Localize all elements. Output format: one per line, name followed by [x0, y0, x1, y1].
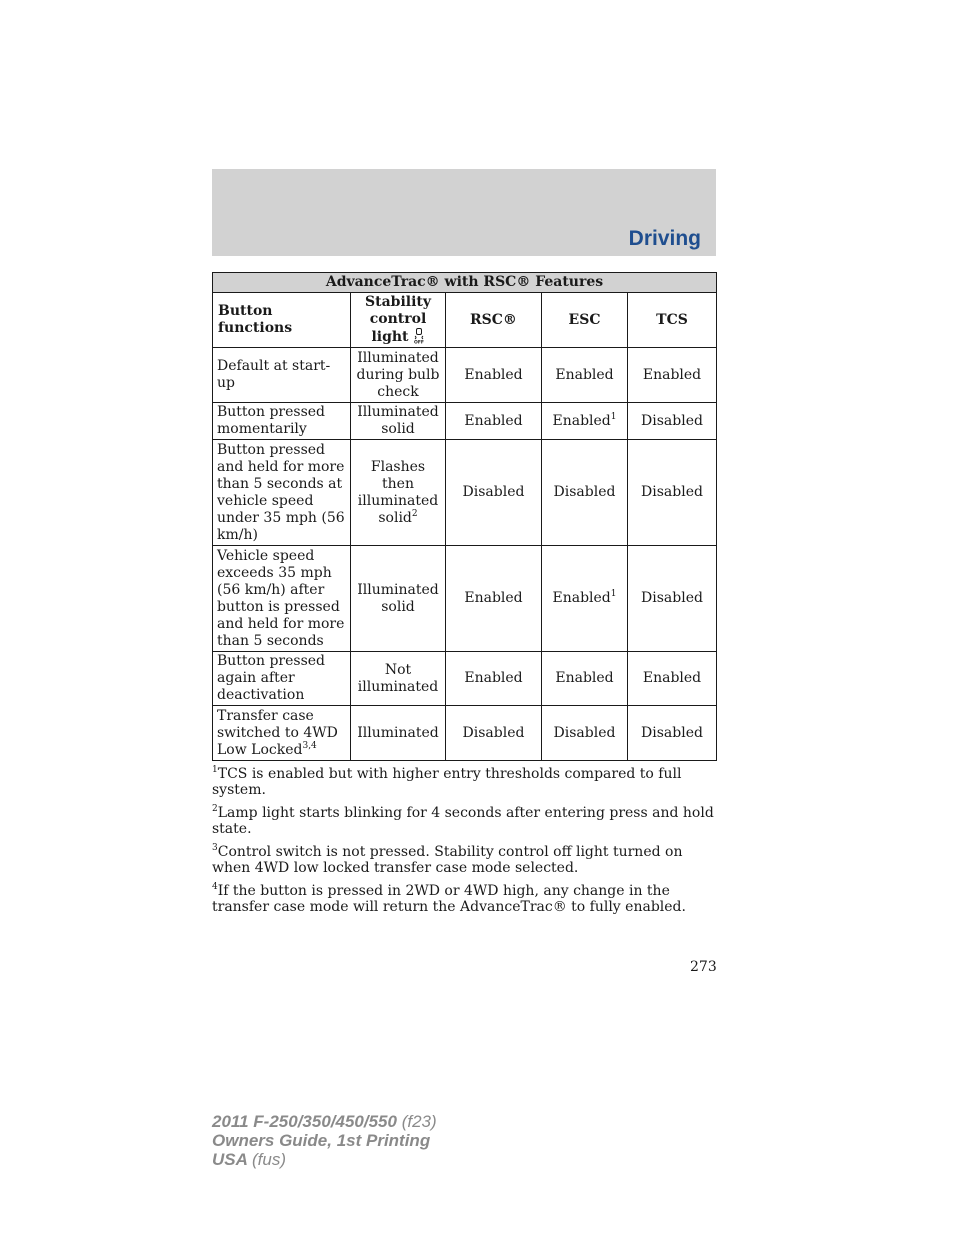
footnote [212, 805, 716, 837]
cell-esc-value: Enabled [552, 412, 611, 429]
cell-light: Illuminated solid [351, 403, 446, 440]
footnote [212, 844, 716, 876]
cell-light: Illuminated during bulb check [351, 348, 446, 403]
header-band [212, 169, 716, 256]
table-header-row [213, 293, 717, 348]
footer-region-line [212, 1150, 437, 1169]
document-footer [212, 1112, 437, 1169]
footer-model: 2011 F-250/350/450/550 [212, 1112, 397, 1131]
cell-rsc: Enabled [446, 403, 542, 440]
cell-rsc: Disabled [446, 706, 542, 761]
section-title: Driving [628, 227, 701, 250]
traction-control-off-icon [413, 328, 425, 344]
footnote-ref: 2 [411, 508, 418, 519]
footnote-text: If the button is pressed in 2WD or 4WD high, any change in the transfer case mode will return the AdvanceTrac® to fully enabled. [212, 883, 686, 915]
footnote-text: Control switch is not pressed. Stability control off light turned on when 4WD low locked transfer case mode selected. [212, 844, 683, 876]
table-row [213, 652, 717, 706]
cell-tcs: Disabled [628, 440, 717, 546]
cell-light [351, 440, 446, 546]
table-row [213, 706, 717, 761]
cell-function: Button pressed again after deactivation [213, 652, 351, 706]
page-number: 273 [690, 959, 717, 975]
svg-text:OFF: OFF [413, 340, 424, 344]
cell-function-value: Transfer case switched to 4WD Low Locked [217, 707, 338, 758]
table-caption: AdvanceTrac® with RSC® Features [213, 273, 717, 293]
cell-esc: Enabled [542, 652, 628, 706]
footer-guide: Owners Guide, 1st Printing [212, 1131, 431, 1150]
cell-esc: Enabled [542, 348, 628, 403]
cell-esc-value: Enabled [552, 590, 611, 606]
cell-light: Illuminated solid [351, 546, 446, 652]
table-row [213, 403, 717, 440]
footnote-number: 3 [212, 843, 218, 853]
footer-model-line [212, 1112, 437, 1131]
table-row [213, 348, 717, 403]
column-header-stability-label: Stability control light [365, 294, 431, 345]
footnotes [212, 766, 716, 922]
cell-function: Button pressed and held for more than 5 seconds at vehicle speed under 35 mph (56 km/h) [213, 440, 351, 546]
cell-light: Not illuminated [351, 652, 446, 706]
footnote-ref: 1 [610, 411, 617, 422]
cell-tcs: Enabled [628, 348, 717, 403]
column-header-tcs: TCS [628, 293, 717, 348]
column-header-rsc: RSC® [446, 293, 542, 348]
cell-function: Vehicle speed exceeds 35 mph (56 km/h) after button is pressed and held for more than 5 seconds [213, 546, 351, 652]
footer-region: USA [212, 1150, 248, 1169]
cell-tcs: Disabled [628, 706, 717, 761]
cell-rsc: Disabled [446, 440, 542, 546]
footnote-ref: 1 [610, 589, 617, 599]
cell-rsc: Enabled [446, 652, 542, 706]
footnote-text: Lamp light starts blinking for 4 seconds after entering press and hold state. [212, 805, 714, 837]
footnote-number: 4 [212, 882, 218, 892]
cell-rsc: Enabled [446, 546, 542, 652]
table-row [213, 440, 717, 546]
footer-model-code: (f23) [401, 1112, 437, 1131]
cell-tcs: Disabled [628, 546, 717, 652]
footnote-ref: 3,4 [302, 740, 317, 751]
column-header-stability-light [351, 293, 446, 348]
cell-esc [542, 403, 628, 440]
cell-esc: Disabled [542, 706, 628, 761]
advancetrac-features-table [212, 272, 717, 761]
footnote-text: TCS is enabled but with higher entry thresholds compared to full system. [212, 766, 682, 798]
cell-light-value: Flashes then illuminated solid [357, 458, 439, 526]
column-header-button-functions: Button functions [213, 293, 351, 348]
cell-rsc: Enabled [446, 348, 542, 403]
footnote-number: 2 [212, 804, 218, 814]
footer-region-code: (fus) [252, 1150, 286, 1169]
cell-tcs: Enabled [628, 652, 717, 706]
footnote-number: 1 [212, 765, 218, 775]
cell-light: Illuminated [351, 706, 446, 761]
cell-esc: Disabled [542, 440, 628, 546]
footnote [212, 766, 716, 798]
cell-function: Button pressed momentarily [213, 403, 351, 440]
footnote [212, 883, 716, 915]
cell-function [213, 706, 351, 761]
cell-function: Default at start-up [213, 348, 351, 403]
cell-tcs: Disabled [628, 403, 717, 440]
table-row [213, 546, 717, 652]
column-header-esc: ESC [542, 293, 628, 348]
cell-esc [542, 546, 628, 652]
